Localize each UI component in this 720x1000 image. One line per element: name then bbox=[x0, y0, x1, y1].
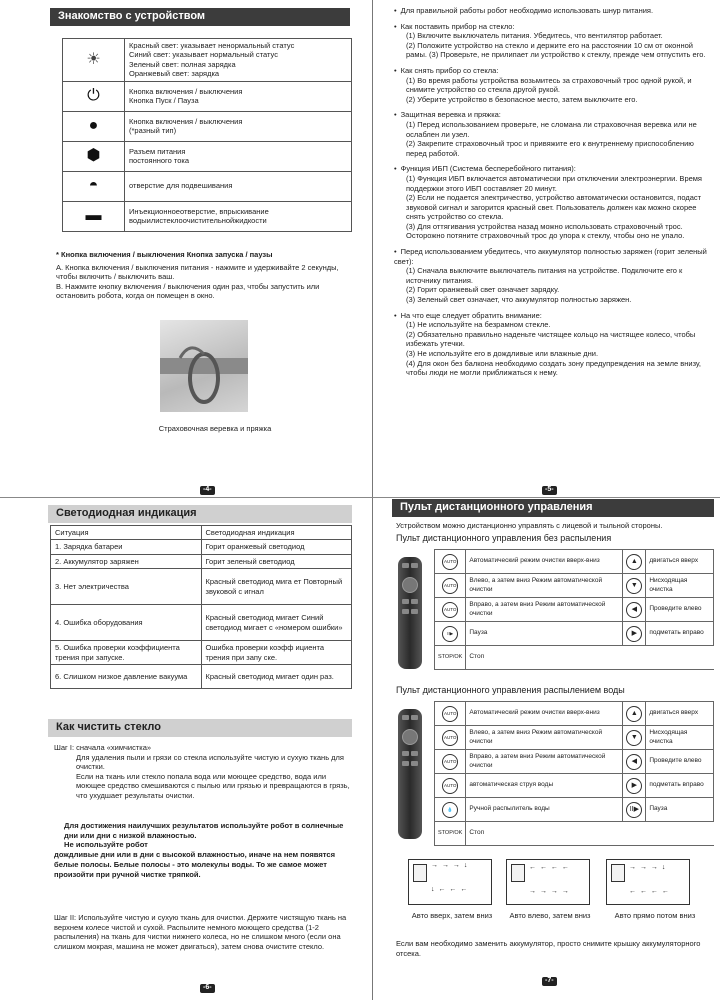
remote-button-row bbox=[435, 750, 714, 774]
warning-line-1: Для достижения наилучших результатов используйте робот в солнечные дни или дни с низкой влажностью. bbox=[64, 821, 344, 840]
remote-button-desc: Ручной распылитель воды bbox=[466, 798, 623, 822]
safety-rope-photo bbox=[160, 320, 248, 412]
remote-direction-button-icon: II▶ bbox=[626, 802, 642, 818]
instruction-line: (2) Горит оранжевый свет означает зарядку. bbox=[406, 285, 560, 295]
page-6 bbox=[0, 499, 370, 1000]
instruction-line: (1) Не используйте на безрамном стекле. bbox=[406, 320, 551, 330]
device-part-row bbox=[63, 111, 352, 141]
remote-button-row bbox=[435, 550, 714, 574]
remote-mode-button-icon: AUTO bbox=[442, 578, 458, 594]
device-part-text: Кнопка включения / выключения bbox=[129, 86, 243, 96]
step1-text-2: Если на ткань или стекло попала вода или моющее средство, вода или моющее средство смешиваются с пылью или грязью и превращаются в грязь, что ухудшает результаты очистки. bbox=[76, 771, 350, 800]
remote-button-desc: Проведите влево bbox=[646, 750, 714, 774]
instruction-line: (1) Сначала выключите выключатель питания на устройстве. Подключите его к источнику питания. bbox=[406, 266, 683, 285]
remote-direction-button-icon: ▶ bbox=[626, 778, 642, 794]
remote-spray-heading: Пульт дистанционного управления распылением воды bbox=[396, 685, 625, 695]
device-part-row bbox=[63, 171, 352, 201]
instruction-line: (4) Для окон без балкона необходимо создать зону предупреждения на земле внизу, чтобы люди не могли приближаться к нему. bbox=[406, 358, 702, 378]
led-table-header bbox=[51, 526, 352, 540]
led-cell: Красный светодиод мигает Синий светодиод мигает с «номером ошибки» bbox=[201, 605, 352, 641]
remote-stop-row bbox=[435, 822, 714, 846]
battery-footnote: Если вам необходимо заменить аккумулятор, просто снимите крышку аккумуляторного отсека. bbox=[396, 939, 701, 958]
instruction-line: (2) Уберите устройство в безопасное место, затем выключите его. bbox=[406, 94, 638, 104]
step1-text-1: Для удаления пыли и грязи со стекла используйте чистую и сухую ткань для очистки. bbox=[76, 752, 344, 772]
instruction-line: (1) Во время работы устройства возьмитесь за страховочный трос одной рукой, и снимите устройство со стекла другой рукой. bbox=[406, 75, 692, 95]
remote-mode-button-icon: AUTO bbox=[442, 706, 458, 722]
remote-direction-button-icon: ▲ bbox=[626, 706, 642, 722]
remote-buttons-table-2 bbox=[434, 701, 714, 846]
page-number-6: -6- bbox=[200, 984, 215, 993]
led-cell: 6. Слишком низкое давление вакуума bbox=[51, 665, 202, 689]
remote-button-desc: подметать вправо bbox=[646, 774, 714, 798]
instruction-heading: • Перед использованием убедитесь, что аккумулятор полностью заряжен (горит зеленый свет): bbox=[394, 247, 710, 266]
remote-button-desc: Автоматический режим очистки вверх-вниз bbox=[466, 550, 623, 574]
device-part-text: Инъекционноеотверстие, впрыскивание bbox=[129, 206, 269, 216]
diagram-left-down: ← ← ← ← → → → → bbox=[506, 859, 590, 905]
instruction-line: (2) Положите устройство на стекло и держите его на расстоянии 10 см от оконной рамы. (3) Проверьте, не прилипает ли устройство к стеклу, прежде чем отпустить его. bbox=[406, 40, 706, 60]
instruction-line: (3) Для оттягивания устройства назад можно использовать страховочный трос. Осторожно потяните страховочный трос до упора к стеклу, чтобы оно не упало. bbox=[406, 221, 685, 241]
spray-bottle-icon: ▬ bbox=[85, 207, 102, 224]
remote-mode-button-icon: AUTO bbox=[442, 602, 458, 618]
remote-button-desc: Вправо, а затем вниз Режим автоматической очистки bbox=[466, 598, 623, 622]
hanging-hole-icon: ◓ bbox=[88, 177, 99, 194]
led-cell: 1. Зарядка батареи bbox=[51, 540, 202, 554]
remote-control-image-1 bbox=[398, 557, 422, 669]
led-row bbox=[51, 569, 352, 605]
carabiner-icon bbox=[160, 320, 248, 412]
remote-button-desc: двигаться вверх bbox=[646, 550, 714, 574]
cleaning-step-1 bbox=[54, 743, 354, 801]
stop-desc: Стоп bbox=[466, 646, 714, 670]
device-part-row bbox=[63, 39, 352, 82]
remote-direction-button-icon: ▼ bbox=[626, 578, 642, 594]
remote-buttons-table-1 bbox=[434, 549, 714, 670]
device-part-text: Разъем питания bbox=[129, 146, 186, 156]
cleaning-step-2: Шаг II: Используйте чистую и сухую ткань для очистки. Держите чистящую ткань на верхнем колесе чистой и сухой. Распылите немного моющего средства (1-2 распыления) на ткань для чистки нижнего колеса, но не слишком много (если она слишком мокрая, машина не может двигаться), затем снова очистите стекло. bbox=[54, 913, 347, 951]
remote-direction-button-icon: ◀ bbox=[626, 754, 642, 770]
device-part-text: Оранжевый свет: зарядка bbox=[129, 69, 220, 79]
remote-direction-button-icon: ▼ bbox=[626, 730, 642, 746]
dc-socket-icon: ⬢ bbox=[86, 147, 101, 164]
led-cell: 4. Ошибка оборудования bbox=[51, 605, 202, 641]
instruction-line: (3) Не используйте его в дождливые или влажные дни. bbox=[406, 349, 599, 358]
diagram-caption-3: Авто прямо потом вниз bbox=[614, 911, 696, 920]
stop-desc: Стоп bbox=[466, 822, 714, 846]
robot-icon bbox=[413, 864, 427, 882]
remote-button-row bbox=[435, 798, 714, 822]
led-row bbox=[51, 540, 352, 554]
stop-ok-label: STOP/OK bbox=[435, 822, 466, 846]
device-part-text: Зеленый свет: полная зарядка bbox=[129, 59, 236, 69]
led-row bbox=[51, 665, 352, 689]
remote-mode-button-icon: AUTO bbox=[442, 730, 458, 746]
led-cell: 2. Аккумулятор заряжен bbox=[51, 554, 202, 568]
remote-dpad-icon bbox=[402, 577, 418, 593]
power-switch-icon: ● bbox=[88, 117, 99, 134]
remote-direction-button-icon: ▶ bbox=[626, 626, 642, 642]
remote-intro: Устройством можно дистанционно управлять с лицевой и тыльной стороны. bbox=[396, 521, 663, 530]
led-indication-title: Светодиодная индикация bbox=[48, 505, 352, 523]
cleaning-title: Как чистить стекло bbox=[48, 719, 352, 737]
device-part-row bbox=[63, 81, 352, 111]
diagram-up-down: → → → ↓ ↓ ← ← ← bbox=[408, 859, 492, 905]
diagram-right-down: → → → ↓ ← ← ← ← bbox=[606, 859, 690, 905]
device-parts-table bbox=[62, 38, 352, 232]
device-part-text: (*разный тип) bbox=[129, 126, 177, 135]
device-part-text: Красный свет: указывает ненормальный статус bbox=[129, 41, 295, 50]
remote-control-title: Пульт дистанционного управления bbox=[392, 499, 714, 517]
button-note bbox=[56, 250, 356, 301]
remote-dpad-icon bbox=[402, 729, 418, 745]
remote-button-desc: Пауза bbox=[466, 622, 623, 646]
device-part-row bbox=[63, 201, 352, 231]
device-overview-title: Знакомство с устройством bbox=[50, 8, 350, 26]
instruction-heading: • Функция ИБП (Система бесперебойного питания): bbox=[394, 164, 710, 174]
page-4 bbox=[0, 0, 370, 496]
device-part-text: Кнопка Пуск / Пауза bbox=[129, 96, 199, 105]
led-header-cell: Ситуация bbox=[51, 526, 202, 540]
device-part-row bbox=[63, 141, 352, 171]
remote-no-spray-heading: Пульт дистанционного управления без распыления bbox=[396, 533, 612, 543]
warning-line-3: дождливые дни или в дни с высокой влажностью, иначе на нем появятся белые полосы. Белые полосы - это молекулы воды. То же самое может произойти при ручной чистке тряпкой. bbox=[54, 850, 336, 879]
warning-line-2: Не используйте робот bbox=[64, 840, 148, 850]
led-cell: Горит зеленый светодиод bbox=[201, 554, 352, 568]
device-part-text: Кнопка включения / выключения bbox=[129, 116, 243, 126]
led-header-cell: Светодиодная индикация bbox=[201, 526, 352, 540]
page-divider-horizontal bbox=[0, 497, 720, 498]
device-part-text: постоянного тока bbox=[129, 156, 189, 165]
diagram-caption-1: Авто вверх, затем вниз bbox=[411, 911, 493, 920]
remote-button-desc: Влево, а затем вниз Режим автоматической очистки bbox=[466, 574, 623, 598]
instruction-line: (1) Перед использованием проверьте, не сломана ли страховочная веревка или не ослаблен ли узел. bbox=[406, 119, 697, 139]
instruction-line: (2) Закрепите страховочный трос и привяжите его к внутреннему приспособлению перед работой. bbox=[406, 139, 694, 158]
led-cell: Ошибка проверки коэфф ициента трения при запу ске. bbox=[201, 641, 352, 665]
button-note-title: * Кнопка включения / выключения Кнопка запуска / паузы bbox=[56, 250, 273, 259]
remote-button-desc: Автоматический режим очистки вверх-вниз bbox=[466, 702, 623, 726]
remote-mode-button-icon: AUTO bbox=[442, 778, 458, 794]
led-cell: Горит оранжевый светодиод bbox=[201, 540, 352, 554]
remote-button-desc: двигаться вверх bbox=[646, 702, 714, 726]
led-row bbox=[51, 641, 352, 665]
led-cell: 3. Нет электричества bbox=[51, 569, 202, 605]
diagram-caption-2: Авто влево, затем вниз bbox=[509, 911, 591, 920]
instruction-line: (1) Функция ИБП включается автоматически при отключении электроэнергии. Время поддержки этого ИБП составляет 20 минут. bbox=[406, 173, 702, 193]
remote-button-desc: автоматическая струя воды bbox=[466, 774, 623, 798]
remote-mode-button-icon: 💧 bbox=[442, 802, 458, 818]
remote-button-desc: Пауза bbox=[646, 798, 714, 822]
humidity-warning bbox=[54, 821, 354, 879]
remote-button-row bbox=[435, 702, 714, 726]
button-note-b: B. Нажмите кнопку включения / выключения один раз, чтобы запустить или остановить робота, когда он помещен в окно. bbox=[56, 281, 320, 301]
remote-direction-button-icon: ▲ bbox=[626, 554, 642, 570]
page-5 bbox=[374, 0, 720, 496]
robot-icon bbox=[611, 864, 625, 882]
remote-button-desc: Нисходящая очистка bbox=[646, 574, 714, 598]
instruction-line: (2) Обязательно правильно наденьте чистящее кольцо на чистящее колесо, чтобы избежать утечки. bbox=[406, 329, 696, 349]
remote-mode-button-icon: AUTO bbox=[442, 554, 458, 570]
remote-stop-row bbox=[435, 646, 714, 670]
photo-caption: Страховочная веревка и пряжка bbox=[158, 424, 272, 433]
remote-button-row bbox=[435, 574, 714, 598]
remote-button-row bbox=[435, 598, 714, 622]
operation-instructions bbox=[394, 6, 710, 378]
instruction-heading: • Для правильной работы робот необходимо использовать шнур питания. bbox=[394, 6, 710, 16]
led-row bbox=[51, 605, 352, 641]
remote-button-desc: подметать вправо bbox=[646, 622, 714, 646]
led-cell: Красный светодиод мигает один раз. bbox=[201, 665, 352, 689]
led-row bbox=[51, 554, 352, 568]
page-number-7: -7- bbox=[542, 977, 557, 986]
remote-button-desc: Влево, а затем вниз Режим автоматической очистки bbox=[466, 726, 623, 750]
remote-button-desc: Нисходящая очистка bbox=[646, 726, 714, 750]
remote-button-desc: Проведите влево bbox=[646, 598, 714, 622]
led-cell: 5. Ошибка проверки коэффициента трения при запуске. bbox=[51, 641, 202, 665]
page-7 bbox=[374, 499, 720, 1000]
remote-mode-button-icon: II▶ bbox=[442, 626, 458, 642]
stop-ok-label: STOP/OK bbox=[435, 646, 466, 670]
remote-direction-button-icon: ◀ bbox=[626, 602, 642, 618]
instruction-line: (3) Зеленый свет означает, что аккумулятор полностью заряжен. bbox=[406, 295, 632, 305]
instruction-line: (1) Включите выключатель питания. Убедитесь, что вентилятор работает. bbox=[406, 31, 663, 41]
led-table bbox=[50, 525, 352, 689]
instruction-heading: • Защитная веревка и пряжка: bbox=[394, 110, 710, 120]
instruction-heading: • Как снять прибор со стекла: bbox=[394, 66, 710, 76]
button-note-a: A. Кнопка включения / выключения питания - нажмите и удерживайте 2 секунды, чтобы включить / выключить ваш. bbox=[56, 262, 339, 282]
instruction-line: (2) Если не подается электричество, устройство автоматически остановится, подаст звуковой сигнал и загорится красный свет. Пользователь должен как можно скорее снять устройство со стекла. bbox=[406, 193, 702, 222]
robot-icon bbox=[511, 864, 525, 882]
sun-light-icon: ☀ bbox=[86, 50, 101, 68]
power-button-icon: ⏻ bbox=[87, 87, 100, 104]
led-cell: Красный светодиод мига ет Повторный звуковой с игнал bbox=[201, 569, 352, 605]
remote-mode-button-icon: AUTO bbox=[442, 754, 458, 770]
remote-button-row bbox=[435, 774, 714, 798]
device-part-text: Синий свет: указывает нормальный статус bbox=[129, 50, 278, 60]
device-part-text: отверстие для подвешивания bbox=[129, 181, 233, 191]
instruction-heading: • Как поставить прибор на стекло: bbox=[394, 22, 710, 32]
step1-heading: Шаг I: сначала «химчистка» bbox=[54, 743, 152, 752]
instruction-heading: • На что еще следует обратить внимание: bbox=[394, 311, 710, 321]
page-number-4: -4- bbox=[200, 486, 215, 495]
remote-button-desc: Вправо, а затем вниз Режим автоматической очистки bbox=[466, 750, 623, 774]
remote-control-image-2 bbox=[398, 709, 422, 839]
device-part-text: водыилистеклоочистительнойжидкости bbox=[129, 216, 267, 225]
page-number-5: -5- bbox=[542, 486, 557, 495]
remote-button-row bbox=[435, 726, 714, 750]
page-divider-vertical bbox=[372, 0, 373, 1000]
remote-button-row bbox=[435, 622, 714, 646]
